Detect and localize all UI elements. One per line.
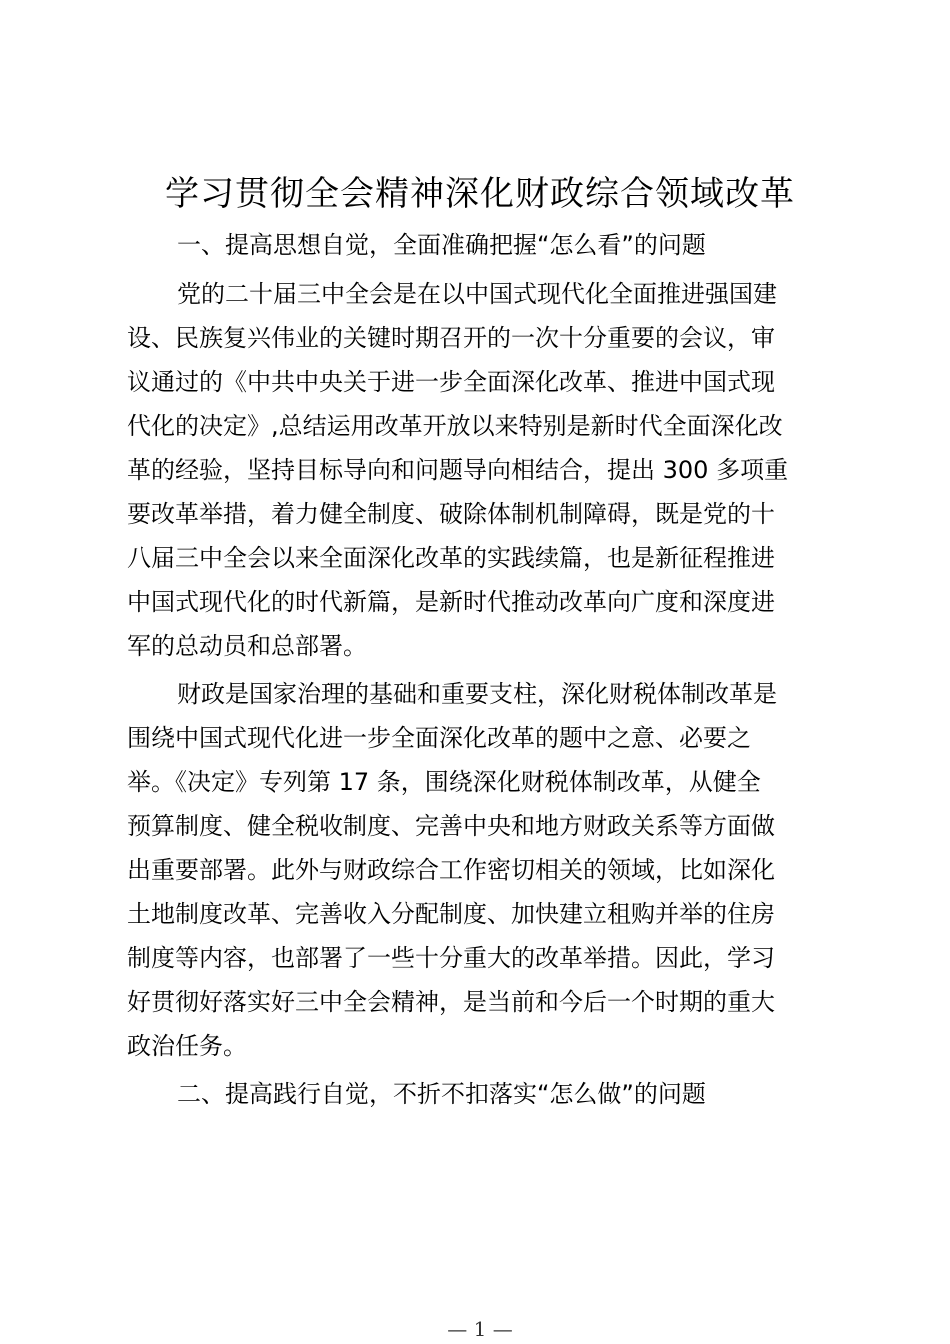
section-heading-2: 二、提高践行自觉，不折不扣落实“怎么做”的问题: [177, 1080, 706, 1108]
paragraph-line: 革的经验，坚持目标导向和问题导向相结合，提出 300 多项重: [127, 456, 789, 484]
paragraph-line: 预算制度、健全税收制度、完善中央和地方财政关系等方面做: [127, 812, 775, 840]
paragraph-line: 举。《决定》专列第 17 条，围绕深化财税体制改革，从健全: [127, 768, 761, 796]
paragraph-line: 土地制度改革、完善收入分配制度、加快建立租购并举的住房: [127, 900, 775, 928]
section-heading-1: 一、提高思想自觉，全面准确把握“怎么看”的问题: [177, 231, 706, 259]
paragraph-line: 财政是国家治理的基础和重要支柱，深化财税体制改革是: [177, 680, 777, 708]
paragraph-line: 党的二十届三中全会是在以中国式现代化全面推进强国建: [177, 280, 777, 308]
paragraph-line: 好贯彻好落实好三中全会精神，是当前和今后一个时期的重大: [127, 988, 775, 1016]
paragraph-1: [127, 272, 827, 668]
paragraph-2: [127, 672, 827, 1068]
paragraph-line: 围绕中国式现代化进一步全面深化改革的题中之意、必要之: [127, 724, 751, 752]
paragraph-line: 出重要部署。此外与财政综合工作密切相关的领域，比如深化: [127, 856, 775, 884]
paragraph-line: 八届三中全会以来全面深化改革的实践续篇，也是新征程推进: [127, 544, 775, 572]
paragraph-line: 政治任务。: [127, 1032, 247, 1060]
paragraph-line: 代化的决定》,总结运用改革开放以来特别是新时代全面深化改: [127, 412, 783, 440]
paragraph-line: 中国式现代化的时代新篇，是新时代推动改革向广度和深度进: [127, 588, 775, 616]
document-title: 学习贯彻全会精神深化财政综合领域改革: [165, 174, 795, 214]
paragraph-line: 议通过的《中共中央关于进一步全面深化改革、推进中国式现: [127, 368, 775, 396]
page-number: — 1 —: [447, 1317, 513, 1341]
paragraph-line: 要改革举措，着力健全制度、破除体制机制障碍，既是党的十: [127, 500, 775, 528]
paragraph-line: 设、民族复兴伟业的关键时期召开的一次十分重要的会议，审: [127, 324, 775, 352]
paragraph-line: 军的总动员和总部署。: [127, 632, 367, 660]
paragraph-line: 制度等内容，也部署了一些十分重大的改革举措。因此，学习: [127, 944, 775, 972]
